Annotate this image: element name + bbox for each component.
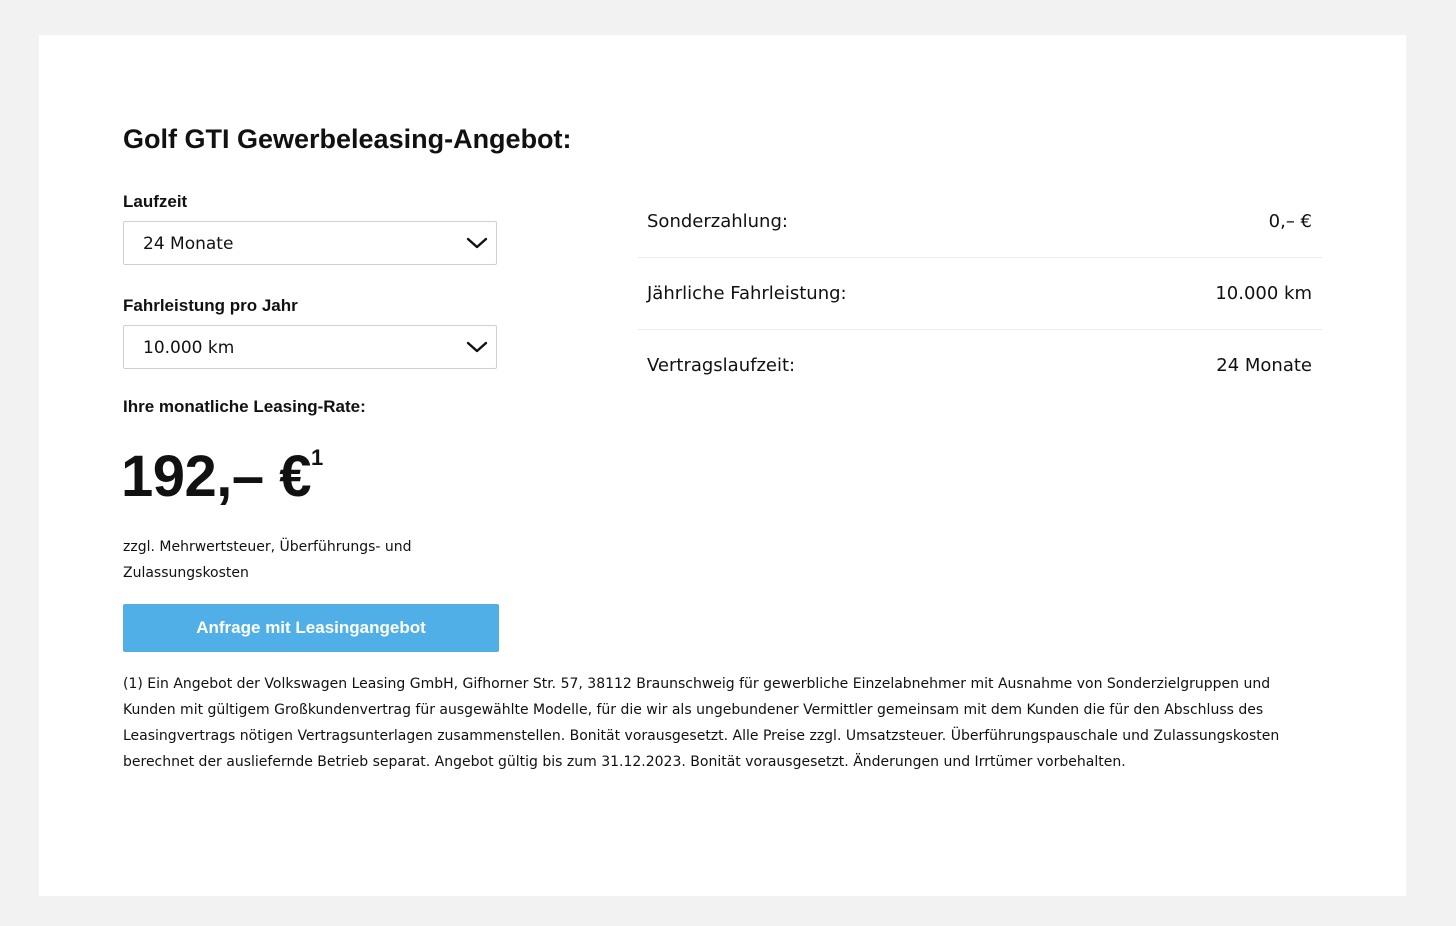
term-label: Laufzeit — [123, 192, 188, 211]
monthly-rate-price: 192,– € — [121, 444, 312, 509]
request-offer-button[interactable]: Anfrage mit Leasingangebot — [123, 604, 499, 652]
footnote-marker: 1 — [311, 445, 324, 470]
offer-summary — [638, 186, 1322, 401]
summary-label: Vertragslaufzeit: — [647, 355, 796, 376]
mileage-select-value: 10.000 km — [143, 338, 235, 358]
mileage-select[interactable] — [123, 325, 497, 369]
monthly-rate-label: Ihre monatliche Leasing-Rate: — [123, 397, 366, 416]
leasing-offer-card — [39, 35, 1406, 896]
summary-row-contract-term — [638, 330, 1322, 401]
term-select-value: 24 Monate — [143, 234, 234, 254]
chevron-down-icon — [466, 234, 488, 252]
term-select[interactable] — [123, 221, 497, 265]
page-title: Golf GTI Gewerbeleasing-Angebot: — [123, 124, 572, 154]
summary-row-down-payment — [638, 186, 1322, 258]
summary-label: Sonderzahlung: — [647, 211, 788, 232]
summary-label: Jährliche Fahrleistung: — [647, 283, 847, 304]
summary-value: 24 Monate — [1216, 355, 1312, 376]
price-note: zzgl. Mehrwertsteuer, Überführungs- und Zulassungskosten — [123, 539, 412, 581]
disclaimer-text: (1) Ein Angebot der Volkswagen Leasing GmbH, Gifhorner Str. 57, 38112 Braunschweig für gewerbliche Einzelabnehmer mit Ausnahme von Sonderzielgruppen und Kunden mit gültigem Großkundenvertrag für ausgewählte Modelle, für die wir als ungebundener Vermittler gemeinsam mit dem Kunden die für den Abschluss des Leasingvertrags nötigen Vertragsunterlagen zusammenstellen. Bonität vorausgesetzt. Alle Preise zzgl. Umsatzsteuer. Überführungspauschale und Zulassungskosten berechnet der ausliefernde Betrieb separat. Angebot gültig bis zum 31.12.2023. Bonität vorausgesetzt. Änderungen und Irrtümer vorbehalten. — [123, 676, 1280, 770]
summary-value: 0,– € — [1268, 211, 1312, 232]
summary-value: 10.000 km — [1215, 283, 1312, 304]
chevron-down-icon — [466, 338, 488, 356]
mileage-label: Fahrleistung pro Jahr — [123, 296, 298, 315]
summary-row-annual-mileage — [638, 258, 1322, 330]
